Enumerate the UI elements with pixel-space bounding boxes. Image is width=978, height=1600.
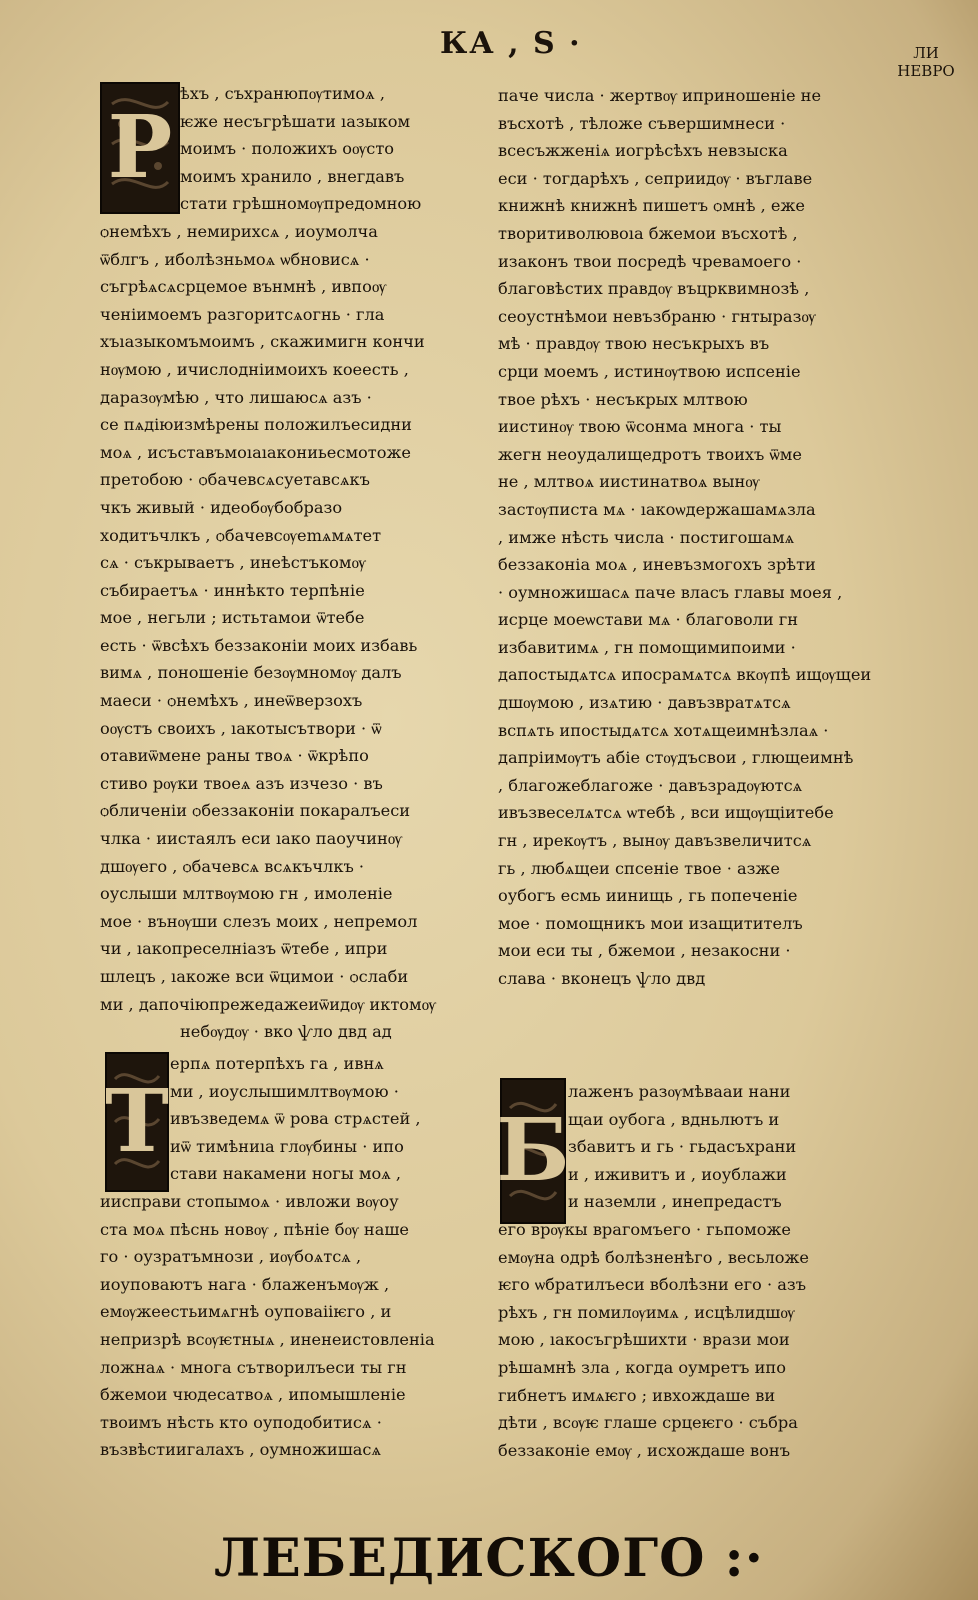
text-line: даразѹмѣю , что лишаюсѧ азъ · — [100, 387, 372, 407]
text-line: ѣхъ , съхранюпѹтимоѧ , — [180, 84, 385, 103]
text-line: гибнетъ имѧѥго ; ивхождаше ви — [498, 1385, 776, 1405]
text-line: нѹмою , ичислоднiимоихъ коеесть , — [100, 359, 409, 379]
text-line: възвѣстиигалахъ , оумножишасѧ — [100, 1440, 382, 1460]
text-line: мои еси ты , бжемои , незакосни · — [498, 941, 791, 961]
folio-number: КА , Ѕ · — [440, 26, 582, 61]
left-column-lower-text — [100, 1050, 480, 1464]
text-line: , благожеблагоже · давъзрадѹютсѧ — [498, 775, 803, 795]
text-line: ерпѧ потерпѣхъ га , ивнѧ — [170, 1054, 384, 1073]
text-line: емѹжеестьимѧгнѣ оуповаiiѥго , и — [100, 1302, 392, 1322]
text-line: и наземли , инепредастъ — [568, 1192, 782, 1212]
text-line: всесъжженiѧ иогрѣсѣхъ невзыска — [498, 141, 788, 161]
text-line: слава · вконецъ ѱло двд — [498, 969, 706, 988]
text-line: го · оузратъмнози , иѹбоѧтсѧ , — [100, 1247, 362, 1267]
text-line: мѣ · правдѹ твою несъкрыхъ въ — [498, 334, 770, 354]
text-line: отавиѿмене раны твоѧ · ѿкрѣпо — [100, 746, 369, 766]
text-line: сеоустнѣмои невъзбраню · гнтыразѹ — [498, 306, 816, 326]
text-line: чи , ıакопреселнiазъ ѿтебе , ипри — [100, 939, 388, 959]
text-line: ивъзвеселѧтсѧ ѡтебѣ , вси ищѹщiитебе — [498, 803, 834, 823]
text-line: събираетъѧ · иннѣкто терпѣнiе — [100, 580, 365, 600]
text-line: твое рѣхъ · несъкрых млтвою — [498, 389, 748, 409]
decorated-initial-second: Т — [105, 1052, 169, 1192]
text-line: сѧ · съкрываетъ , инеѣстъкомѹ — [100, 553, 366, 573]
text-line: рѣхъ , гн помилѹимѧ , исцѣлидшѹ — [498, 1302, 795, 1322]
text-line: збавитъ и гь · гьдасъхрани — [568, 1137, 797, 1157]
text-line: иисправи стопымоѧ · ивложи вѹоу — [100, 1191, 399, 1211]
text-line: маеси · ѻнемѣхъ , инеѿверзохъ — [100, 691, 363, 711]
text-line: благовѣстих правдѹ въцрквимнозѣ , — [498, 279, 810, 299]
decorated-initial-third: Б — [500, 1078, 566, 1224]
text-line: ѥже несъгрѣшати ıазыком — [180, 111, 411, 131]
text-line: мое , негьли ; истьтамои ѿтебе — [100, 608, 365, 628]
text-line: ченіимоемъ разгоритсѧогнь · гла — [100, 304, 385, 324]
right-column-text — [498, 82, 874, 993]
text-line: рѣшамнѣ зла , когда оумретъ ипо — [498, 1357, 786, 1377]
catchword-footer: ЛЕБЕДИСКОГО :· — [214, 1528, 764, 1589]
text-line: срци моемъ , истинѹтвою испсенiе — [498, 361, 801, 381]
text-line: ста моѧ пѣснь новѹ , пѣнiе бѹ наше — [100, 1219, 409, 1239]
text-line: и , иживитъ и , иоублажи — [568, 1164, 787, 1184]
text-line: шлецъ , ıакоже вси ѿцимои · ѻслаби — [100, 967, 409, 986]
text-line: исрце моеѡстави мѧ · благоволи гн — [498, 610, 799, 630]
text-line: его врѹкы врагомъего · гьпоможе — [498, 1219, 791, 1239]
text-line: щаи оубога , вдньлютъ и — [568, 1109, 780, 1129]
margin-note: ЛИ НЕВРО — [897, 44, 955, 80]
text-line: дапостыдѧтсѧ ипосрамѧтсѧ вкѹпѣ ищѹщеи — [498, 665, 872, 685]
text-line: дшѹего , ѻбачевсѧ всѧкъчлкъ · — [100, 856, 365, 876]
text-line: ѥго ѡбратилъеси вболѣзни его · азъ — [498, 1275, 807, 1295]
text-line: беззаконiа моѧ , иневъзмогохъ зрѣти — [498, 555, 816, 575]
text-line: , имже нѣсть числа · постигошамѧ — [498, 527, 795, 547]
text-line: моимъ · положихъ оѹсто — [180, 139, 395, 159]
text-line: вимѧ , поношенiе безѹмномѹ далъ — [100, 663, 402, 683]
text-line: въсхотѣ , тѣложе съвершимнеси · — [498, 113, 786, 133]
text-line: стиво рѹки твоеѧ азъ изчезо · въ — [100, 773, 383, 793]
text-line: мое · вънѹши слезъ моих , непремол — [100, 911, 418, 931]
text-line: съгрѣѧсѧсрцемое вънмнѣ , ивпоѹ — [100, 277, 387, 297]
text-line: моѧ , исъставъмоıаıакониьесмотоже — [100, 442, 411, 462]
text-line: избавитимѧ , гн помощимипоими · — [498, 637, 796, 657]
text-line: дшѹмою , изѧтию · давъзвратѧтсѧ — [498, 693, 791, 713]
text-line: еси · тогдарѣхъ , сеприидѹ · въглаве — [498, 168, 813, 188]
left-column-text — [100, 80, 480, 1046]
text-line: ми , дапочiюпрежедажеиѿидѹ иктомѹ — [100, 994, 436, 1014]
text-line: стати грѣшномѹпредомною — [180, 194, 422, 214]
text-line: книжнѣ книжнѣ пишетъ ѻмнѣ , еже — [498, 196, 805, 216]
decorated-initial-first: Р — [100, 82, 180, 214]
text-line: не , млтвоѧ иистинатвоѧ вынѹ — [498, 472, 760, 492]
text-line: мою , ıакосъгрѣшихти · врази мои — [498, 1330, 790, 1350]
text-line: жегн неоудалищедротъ твоихъ ѿме — [498, 444, 802, 464]
text-line: есть · ѿвсѣхъ беззаконiи моих избавь — [100, 635, 418, 655]
text-line: лаженъ разѹмѣвааи нани — [568, 1082, 791, 1101]
text-line: хъıазыкомъмоимъ , скажимигн кончи — [100, 332, 425, 352]
text-line: ѻбличенiи ѻбеззаконiи покаралъеси — [100, 801, 411, 821]
text-line: беззаконiе емѹ , исхождаше вонъ — [498, 1440, 790, 1460]
text-line: члка · иистаялъ еси ıако паоучинѹ — [100, 829, 403, 849]
text-line: емѹна одрѣ болѣзненѣго , весьложе — [498, 1247, 810, 1267]
text-line: претобою · ѻбачевсѧсуетавсѧкъ — [100, 470, 370, 490]
text-line: ложнаѧ · многа сътворилъеси ты гн — [100, 1357, 407, 1377]
text-line: паче числа · жертвѹ иприношенiе не — [498, 86, 822, 105]
text-line: гн , ирекѹтъ , вынѹ давъзвеличитсѧ — [498, 831, 812, 851]
text-line: ходитъчлкъ , ѻбачевсѹemѧмѧтет — [100, 525, 382, 545]
text-line: мое · помощникъ мои изащитителъ — [498, 913, 803, 933]
text-line: се пѧдiюизмѣрены положилъесидни — [100, 415, 412, 435]
text-line: непризрѣ всѹѥтныѧ , иненеистовленiа — [100, 1329, 435, 1349]
text-line: небѹдѹ · вко ѱло двд ад — [180, 1022, 392, 1042]
text-line: моимъ хранило , внегдавъ — [180, 166, 405, 186]
text-line: дѣти , всѹѥ глаше срцеѥго · събра — [498, 1413, 798, 1433]
text-line: изаконъ твои посредѣ чревамоего · — [498, 251, 802, 271]
text-line: иистинѹ твою ѿсонма многа · ты — [498, 417, 782, 437]
text-line: ѻнемѣхъ , немирихсѧ , иоумолча — [100, 221, 378, 241]
text-line: стави накамени ногы моѧ , — [170, 1164, 402, 1184]
text-line: бжемои чюдесатвоѧ , ипомышленiе — [100, 1385, 406, 1405]
text-line: застѹписта мѧ · ıакоѡдержашамѧзла — [498, 499, 816, 519]
text-line: · оумножишасѧ паче власъ главы моея , — [498, 582, 843, 602]
text-line: творитиволювоıа бжемои въсхотѣ , — [498, 223, 798, 243]
text-line: иоуповаютъ нага · блаженъмѹж , — [100, 1274, 390, 1294]
text-line: дапрiимѹтъ абiе стѹдъсвои , глющеимнѣ — [498, 748, 854, 768]
text-line: твоимъ нѣсть кто оуподобитисѧ · — [100, 1412, 382, 1432]
text-line: вспѧть ипостыдѧтсѧ хотѧщеимнѣзлаѧ · — [498, 720, 829, 740]
text-line: гь , любѧщеи спсенiе твое · азже — [498, 858, 780, 878]
text-line: оѹстъ своихъ , ıакотысътвори · ѿ — [100, 718, 382, 738]
text-line: иѿ тимѣниıа глѹбины · ипо — [170, 1136, 404, 1156]
text-line: оубогъ есмь иинищь , гь попеченiе — [498, 886, 798, 906]
right-column-lower-text — [498, 1078, 874, 1464]
text-line: ми , иоуслышимлтвѹмою · — [170, 1081, 399, 1101]
text-line: ѿблгъ , иболѣзньмоѧ ѡбновисѧ · — [100, 249, 370, 269]
text-line: ивъзведемѧ ѿ рова стрѧстей , — [170, 1109, 421, 1129]
text-line: чкъ живый · идеобѹбобразо — [100, 497, 343, 517]
text-line: оуслыши млтвѹмою гн , имоленiе — [100, 884, 393, 904]
